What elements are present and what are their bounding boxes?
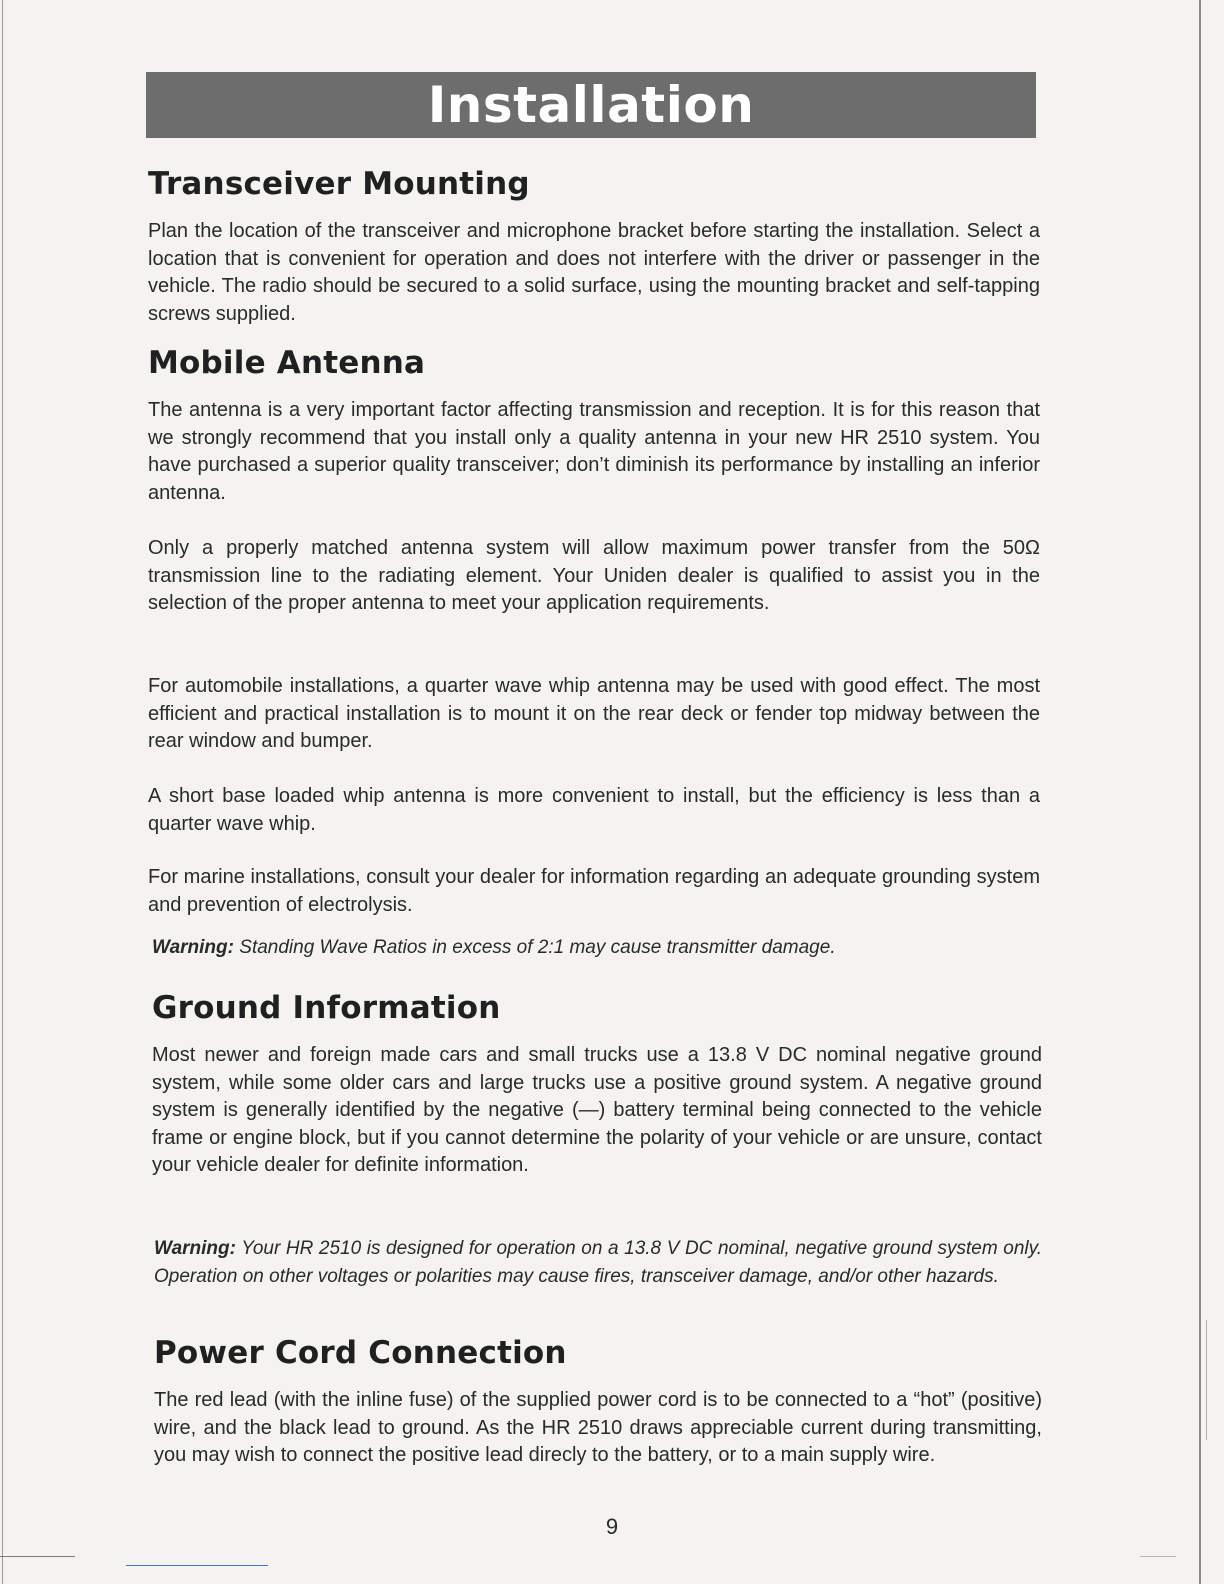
scan-edge-right — [1199, 0, 1201, 1584]
paragraph: Plan the location of the transceiver and microphone bracket before starting the installation. Select a location that is convenient for operation and does not interfere with the driver or passenger in the vehicle. The radio should be secured to a solid surface, using the mounting bracket and self-tapping screws supplied. — [148, 220, 1040, 325]
paragraph: The antenna is a very important factor affecting transmission and reception. It is for this reason that we strongly recommend that you install only a quality antenna in your new HR 2510 system. You have purchased a superior quality transceiver; don’t diminish its performance by installing an inferior antenna. — [148, 399, 1040, 504]
section-heading: Transceiver Mounting — [148, 166, 530, 202]
title-banner — [146, 72, 1036, 138]
section-heading: Power Cord Connection — [154, 1335, 567, 1371]
warning-label: Warning: — [152, 937, 234, 958]
paragraph: For automobile installations, a quarter wave whip antenna may be used with good effect. The most efficient and practical installation is to mount it on the rear deck or fender top midway between the rear window and bumper. — [148, 675, 1040, 752]
paragraph: A short base loaded whip antenna is more convenient to install, but the efficiency is less than a quarter wave whip. — [148, 785, 1040, 835]
warning-text: Standing Wave Ratios in excess of 2:1 may cause transmitter damage. — [239, 937, 836, 958]
warning-note — [154, 1235, 1042, 1290]
scan-mark-bottom-blue — [126, 1565, 268, 1566]
page-title: Installation — [427, 76, 755, 134]
paragraph: The red lead (with the inline fuse) of the supplied power cord is to be connected to a “hot” (positive) wire, and the black lead to ground. As the HR 2510 draws appreciable current during transmitting, you may wish to connect the positive lead direcly to the battery, or to a main supply wire. — [154, 1389, 1042, 1466]
warning-label: Warning: — [154, 1238, 236, 1259]
scan-mark-bottom-right — [1140, 1556, 1176, 1557]
paragraph: Most newer and foreign made cars and small trucks use a 13.8 V DC nominal negative ground system, while some older cars and large trucks use a positive ground system. A negative ground system is generally identified by the negative (—) battery terminal being connected to the vehicle frame or engine block, but if you cannot determine the polarity of your vehicle or are unsure, contact your vehicle dealer for definite information. — [152, 1044, 1042, 1176]
scan-edge-left — [2, 0, 3, 1584]
scan-mark-bottom-left — [0, 1556, 75, 1557]
section-heading: Mobile Antenna — [148, 345, 426, 381]
scan-edge-right-inner — [1206, 1320, 1207, 1440]
section-heading: Ground Information — [152, 990, 501, 1026]
paragraph: For marine installations, consult your dealer for information regarding an adequate grounding system and prevention of electrolysis. — [148, 866, 1040, 916]
warning-text: Your HR 2510 is designed for operation on a 13.8 V DC nominal, negative ground system only. Operation on other voltages or polarities may cause fires, transceiver damage, and/or other hazards. — [154, 1238, 1042, 1287]
page-number: 9 — [605, 1514, 619, 1539]
paragraph: Only a properly matched antenna system will allow maximum power transfer from the 50Ω transmission line to the radiating element. Your Uniden dealer is qualified to assist you in the selection of the proper antenna to meet your application requirements. — [148, 537, 1040, 614]
warning-note — [152, 934, 1042, 962]
